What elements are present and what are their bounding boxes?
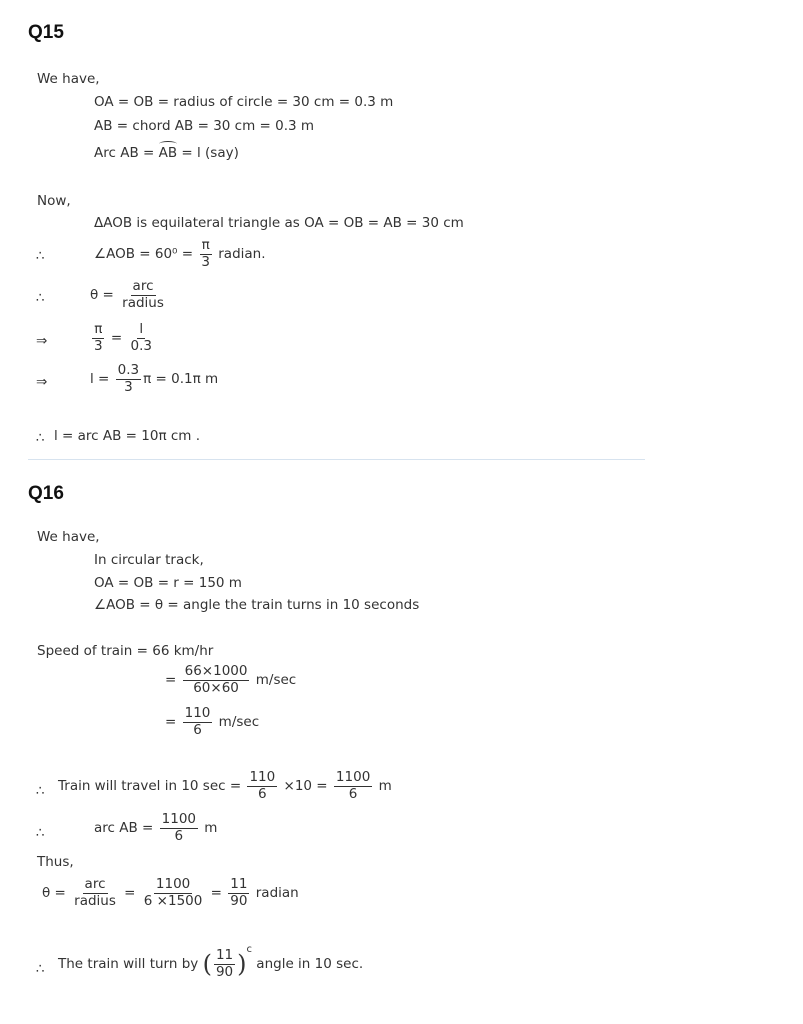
fraction-numerator: 110 xyxy=(249,769,276,785)
implies-icon: ⇒ xyxy=(36,333,48,349)
fraction-numerator: π xyxy=(94,321,103,337)
therefore-icon: ∴ xyxy=(36,825,45,841)
fraction-numerator: 66×1000 xyxy=(184,663,248,679)
q16-theta-eq-2: = xyxy=(206,885,227,902)
q16-travel-fraction-2 xyxy=(334,770,372,802)
q16-s2-eq: = xyxy=(165,714,181,731)
fraction-numerator: arc xyxy=(132,278,154,294)
q15-arc-suffix: = l (say) xyxy=(177,145,239,161)
q16-final-prefix: The train will turn by xyxy=(58,956,203,972)
fraction-numerator: π xyxy=(201,237,210,253)
q15-result: l = arc AB = 10π cm . xyxy=(54,428,201,444)
q15-angle-suffix: radian. xyxy=(213,246,266,263)
q15-line-radius: OA = OB = radius of circle = 30 cm = 0.3 m xyxy=(94,94,394,110)
q16-line-radius: OA = OB = r = 150 m xyxy=(94,575,242,591)
q15-line-theta xyxy=(90,279,168,311)
q16-s1-eq: = xyxy=(165,672,181,689)
q16-theta-fraction-2 xyxy=(142,877,205,909)
q16-s2-fraction xyxy=(183,706,213,738)
fraction-numerator: 1100 xyxy=(335,769,371,785)
q16-arc-line xyxy=(94,812,217,844)
q15-line-arc xyxy=(94,145,239,161)
q15-ratio-fraction-1 xyxy=(92,322,105,354)
q15-line-chord: AB = chord AB = 30 cm = 0.3 m xyxy=(94,118,315,134)
q15-line-ratio xyxy=(90,322,156,354)
q16-arc-fraction xyxy=(160,812,198,844)
q16-travel-mid: ×10 = xyxy=(279,778,332,795)
fraction-numerator: l xyxy=(139,321,144,337)
q15-l-suffix: π = 0.1π m xyxy=(143,371,219,388)
q15-angle-prefix: ∠AOB = 60⁰ = xyxy=(94,246,198,263)
q16-final-fraction xyxy=(214,948,235,980)
q16-theta-line xyxy=(42,877,299,909)
q16-travel-unit: m xyxy=(374,778,392,795)
q16-arc-prefix: arc AB = xyxy=(94,820,158,837)
fraction-denominator: 3 xyxy=(94,337,103,354)
fraction-numerator: 1100 xyxy=(161,811,196,827)
q15-theta-fraction xyxy=(120,279,166,311)
therefore-icon: ∴ xyxy=(36,290,45,306)
fraction-numerator: arc xyxy=(84,876,106,892)
q15-l-fraction xyxy=(116,363,141,395)
q16-s1-unit: m/sec xyxy=(251,672,297,689)
q16-final-suffix: angle in 10 sec. xyxy=(252,956,364,972)
q15-ratio-fraction-2 xyxy=(129,322,154,354)
therefore-icon: ∴ xyxy=(36,248,45,264)
fraction-denominator: 6 ×1500 xyxy=(143,892,203,909)
q16-speed-label: Speed of train = 66 km/hr xyxy=(37,643,214,659)
fraction-denominator: 90 xyxy=(230,892,248,909)
fraction-denominator: radius xyxy=(74,892,116,909)
q16-speed-step-2 xyxy=(165,706,259,738)
q15-line-angle xyxy=(94,238,266,270)
q16-theta-eq-1: = xyxy=(119,885,140,902)
fraction-denominator: 3 xyxy=(201,253,210,270)
q16-theta-fraction-3 xyxy=(228,877,249,909)
therefore-icon: ∴ xyxy=(36,430,45,446)
left-paren-icon: ( xyxy=(202,950,212,978)
q16-s2-unit: m/sec xyxy=(214,714,260,731)
q15-arc-ab-text: AB xyxy=(158,145,178,161)
right-paren-icon: ) xyxy=(237,950,247,978)
q16-travel-line xyxy=(58,770,392,802)
fraction-denominator: radius xyxy=(122,294,164,311)
q16-final-line xyxy=(58,944,363,980)
q16-travel-fraction-1 xyxy=(247,770,277,802)
fraction-numerator: 1100 xyxy=(155,876,191,892)
q16-arc-unit: m xyxy=(200,820,218,837)
q15-line-triangle: ΔAOB is equilateral triangle as OA = OB = AB = 30 cm xyxy=(94,215,464,231)
fraction-denominator: 60×60 xyxy=(193,679,239,696)
q16-final-superscript: c xyxy=(246,944,252,955)
q15-arc-prefix: Arc AB = xyxy=(94,145,159,161)
therefore-icon: ∴ xyxy=(36,961,45,977)
section-divider xyxy=(28,459,645,460)
fraction-numerator: 0.3 xyxy=(117,362,140,378)
implies-icon: ⇒ xyxy=(36,374,48,390)
q15-l-prefix: l = xyxy=(90,371,114,388)
q15-angle-fraction xyxy=(199,238,212,270)
q15-ratio-eq: = xyxy=(106,330,127,347)
q15-heading: Q15 xyxy=(28,22,64,43)
q15-now: Now, xyxy=(37,193,71,209)
q16-line-track: In circular track, xyxy=(94,552,204,568)
q16-thus: Thus, xyxy=(37,854,74,870)
fraction-denominator: 6 xyxy=(258,785,267,802)
fraction-denominator: 6 xyxy=(174,827,184,844)
fraction-denominator: 0.3 xyxy=(130,337,152,354)
q15-theta-prefix: θ = xyxy=(90,287,119,304)
q16-speed-step-1 xyxy=(165,664,296,696)
q16-theta-prefix: θ = xyxy=(42,885,71,902)
q16-theta-fraction-1 xyxy=(72,877,118,909)
fraction-numerator: 11 xyxy=(215,946,234,963)
q16-s1-fraction xyxy=(183,664,250,696)
q15-line-l-value xyxy=(90,363,218,395)
q16-we-have: We have, xyxy=(37,529,100,545)
q16-theta-unit: radian xyxy=(251,885,299,902)
fraction-denominator: 90 xyxy=(215,963,234,980)
fraction-denominator: 3 xyxy=(124,378,133,395)
q15-we-have: We have, xyxy=(37,71,100,87)
fraction-numerator: 11 xyxy=(230,876,248,892)
fraction-denominator: 6 xyxy=(193,721,202,738)
fraction-numerator: 110 xyxy=(184,705,211,721)
q16-heading: Q16 xyxy=(28,483,64,504)
q16-line-angle: ∠AOB = θ = angle the train turns in 10 seconds xyxy=(94,597,420,613)
fraction-denominator: 6 xyxy=(348,785,358,802)
q15-arc-ab xyxy=(159,145,178,161)
therefore-icon: ∴ xyxy=(36,783,45,799)
q16-travel-prefix: Train will travel in 10 sec = xyxy=(58,778,246,795)
arc-hat-icon xyxy=(159,141,178,147)
